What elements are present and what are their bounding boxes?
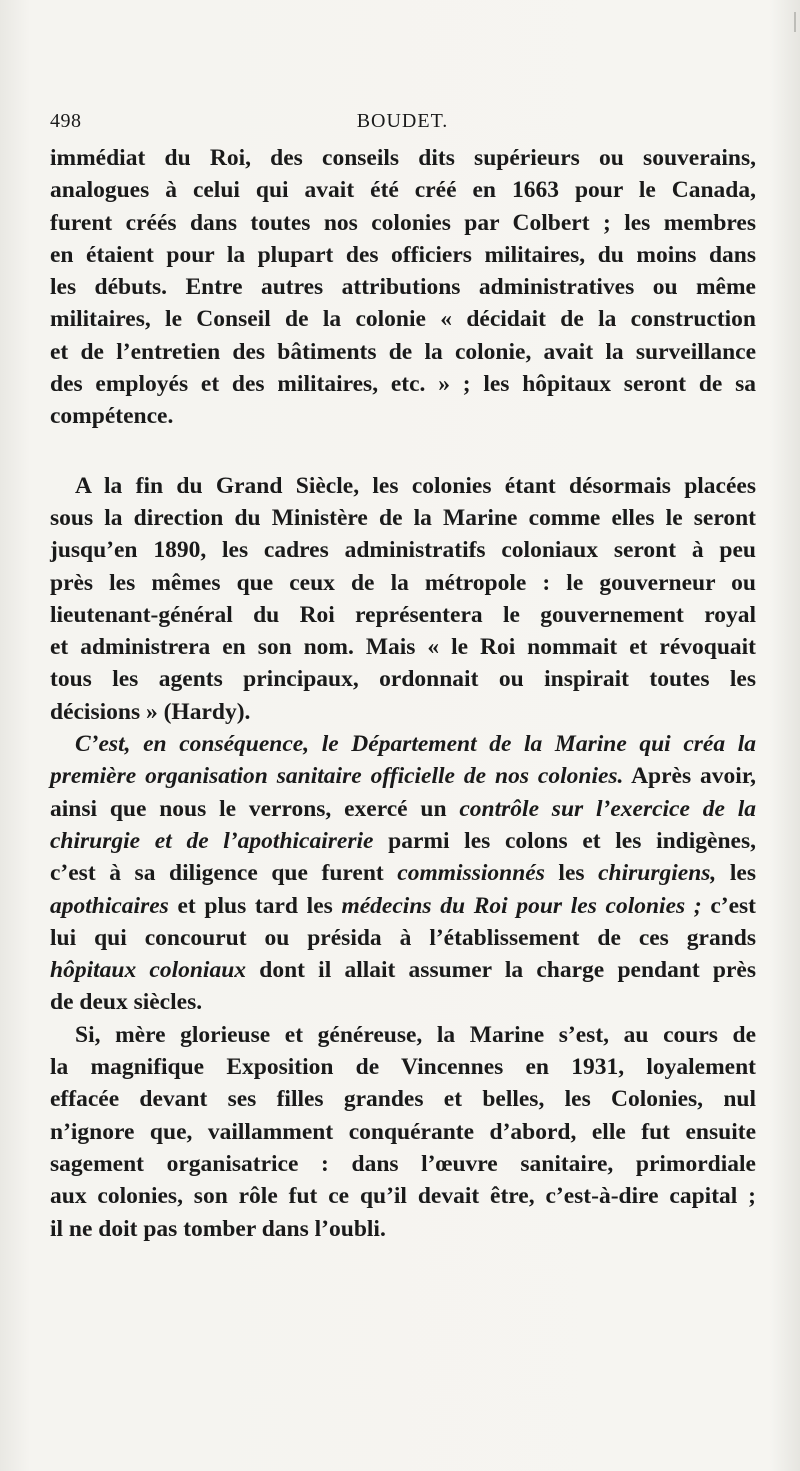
text-line <box>50 1019 756 1051</box>
italic-text: commissionnés <box>397 860 545 887</box>
italic-text: chirurgie et de l’apothicairerie <box>50 827 374 854</box>
text-line <box>50 271 756 303</box>
italic-text: première organisation sanitaire officielle de nos colonies. <box>50 763 624 790</box>
text-line <box>50 400 756 432</box>
text-line <box>50 470 756 502</box>
text-line <box>50 567 756 599</box>
text-line <box>50 1116 756 1148</box>
text-segment: de deux siècles. <box>50 989 203 1016</box>
text-segment: lieutenant-général du Roi représentera le gouvernement royal <box>50 601 756 628</box>
italic-text: apothicaires <box>50 892 169 919</box>
text-segment: militaires, le Conseil de la colonie « décidait de la construction <box>50 306 756 333</box>
paragraph <box>50 1019 756 1245</box>
text-segment: décisions » (Hardy). <box>50 698 251 725</box>
text-line <box>50 303 756 335</box>
text-line <box>50 954 756 986</box>
text-segment: sagement organisatrice : dans l’œuvre sanitaire, primordiale <box>50 1150 756 1177</box>
italic-text: chirurgiens, <box>598 860 717 887</box>
text-line <box>50 1148 756 1180</box>
text-line <box>50 534 756 566</box>
text-line <box>50 1083 756 1115</box>
text-segment: et de l’entretien des bâtiments de la colonie, avait la surveillance <box>50 338 756 365</box>
text-segment: immédiat du Roi, des conseils dits supérieurs ou souverains, <box>50 145 756 171</box>
italic-text: contrôle sur l’exercice de la <box>459 795 756 822</box>
page-number: 498 <box>50 110 82 132</box>
running-head: BOUDET. <box>356 110 449 132</box>
text-line <box>50 631 756 663</box>
text-segment: tous les agents principaux, ordonnait ou inspirait toutes les <box>50 666 756 693</box>
text-line <box>50 142 756 174</box>
text-segment: ainsi que nous le verrons, exercé un <box>50 795 460 822</box>
text-segment: en étaient pour la plupart des officiers militaires, du moins dans <box>50 241 756 268</box>
italic-text: C’est, en conséquence, le Département de la Marine qui créa la <box>75 731 756 758</box>
text-segment: sous la direction du Ministère de la Marine comme elles le seront <box>50 504 756 531</box>
text-line <box>50 368 756 400</box>
text-segment: il ne doit pas tomber dans l’oubli. <box>50 1215 386 1242</box>
text-segment: Après avoir, <box>623 763 756 790</box>
text-line <box>50 760 756 792</box>
text-line <box>50 728 756 760</box>
text-segment: les <box>716 860 756 887</box>
paragraph <box>50 470 756 728</box>
text-segment: et plus tard les <box>168 892 342 919</box>
paragraph-gap <box>50 433 756 470</box>
text-segment: furent créés dans toutes nos colonies par Colbert ; les membres <box>50 209 756 236</box>
text-line <box>50 696 756 728</box>
text-segment: les <box>544 860 599 887</box>
text-line <box>50 825 756 857</box>
text-segment: près les mêmes que ceux de la métropole : le gouverneur ou <box>50 569 756 596</box>
text-line <box>50 207 756 239</box>
text-line <box>50 1213 756 1245</box>
text-line <box>50 174 756 206</box>
text-segment: lui qui concourut ou présida à l’établissement de ces grands <box>50 924 756 951</box>
text-segment: parmi les colons et les indigènes, <box>373 827 756 854</box>
text-segment: aux colonies, son rôle fut ce qu’il devait être, c’est-à-dire capital ; <box>50 1183 756 1210</box>
text-line <box>50 857 756 889</box>
text-line <box>50 599 756 631</box>
text-line <box>50 502 756 534</box>
paragraph <box>50 728 756 1019</box>
text-line <box>50 922 756 954</box>
text-line <box>50 239 756 271</box>
text-segment: jusqu’en 1890, les cadres administratifs coloniaux seront à peu <box>50 537 756 564</box>
text-line <box>50 793 756 825</box>
text-segment: les débuts. Entre autres attributions administratives ou même <box>50 274 756 301</box>
body-text <box>50 142 756 1245</box>
italic-text: hôpitaux coloniaux <box>50 957 247 984</box>
text-segment: A la fin du Grand Siècle, les colonies étant désormais placées <box>75 472 756 499</box>
text-segment: compétence. <box>50 403 174 430</box>
text-segment: Si, mère glorieuse et généreuse, la Marine s’est, au cours de <box>75 1021 756 1048</box>
page-edge-mark <box>794 12 796 32</box>
text-line <box>50 986 756 1018</box>
text-line <box>50 1180 756 1212</box>
text-segment: n’ignore que, vaillamment conquérante d’abord, elle fut ensuite <box>50 1118 756 1145</box>
text-line <box>50 336 756 368</box>
text-line <box>50 1051 756 1083</box>
paragraph <box>50 142 756 433</box>
text-segment: effacée devant ses filles grandes et belles, les Colonies, nul <box>50 1086 756 1113</box>
text-segment: dont il allait assumer la charge pendant près <box>246 957 757 984</box>
text-line <box>50 890 756 922</box>
text-segment: c’est <box>701 892 756 919</box>
text-segment: la magnifique Exposition de Vincennes en 1931, loyalement <box>50 1054 756 1081</box>
text-segment: et administrera en son nom. Mais « le Roi nommait et révoquait <box>50 634 756 661</box>
text-segment: c’est à sa diligence que furent <box>50 860 398 887</box>
text-segment: analogues à celui qui avait été créé en 1663 pour le Canada, <box>50 177 756 204</box>
text-line <box>50 663 756 695</box>
italic-text: médecins du Roi pour les colonies ; <box>341 892 702 919</box>
text-segment: des employés et des militaires, etc. » ; les hôpitaux seront de sa <box>50 371 756 398</box>
page-header <box>50 110 755 140</box>
